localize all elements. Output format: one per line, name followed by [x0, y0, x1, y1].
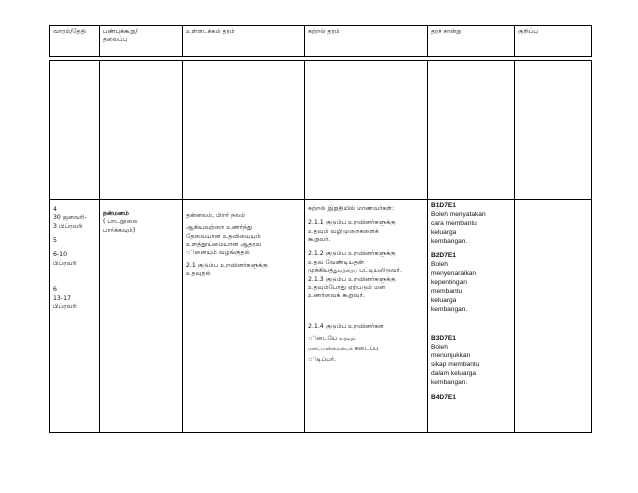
- empty-cell: [100, 61, 183, 200]
- empty-cell: [428, 61, 515, 200]
- learning-standard-cell: கற்றல் இறுதியில் மாணவர்கள்: 2.1.1 குடும்ப உறவினர்களுக்கு உதவும் வழிமுறைகளைக் கூறுவர். 2.1.2 குடும்ப உறவினர்களுக்கு உதவ வேண்டியதன் முக்கியத்துவத்தைப் பட்டியலிடுவர். 2.1.3 குடும்ப உறவினர்களுக்கு உதவும்போது ஏற்படும் மன உணர்வைக் கூறுவர். 2.1.4 குடும்ப உறவினர்கள ிடையே உதவும் மனப்பான்மையைக் கடைப்ப ிடிப்பர்.: [305, 200, 428, 433]
- header-topic: பண்புக்கூறு/ தலைப்பு: [100, 26, 183, 57]
- header-notes: குறிப்பு: [515, 26, 592, 57]
- content-standard-cell: தன்னலம், பிறர் நலம் ஆகியவற்றை உணர்ந்து தேவையான உதவியையும் உளத்தூய்மையான ஆதரவ ினையும் வழங்குதல் 2.1 குடும்ப உறவினர்களுக்கு உதவுதல்: [183, 200, 305, 433]
- header-table: [49, 25, 592, 57]
- header-learning-standard: கற்றல் தரம்: [305, 26, 428, 57]
- empty-cell: [50, 61, 100, 200]
- header-evidence: தரச் சான்று: [428, 26, 515, 57]
- header-row: [50, 26, 592, 57]
- header-content-standard: உள்ளடக்கம் தரம்: [183, 26, 305, 57]
- empty-cell: [515, 61, 592, 200]
- empty-cell: [305, 61, 428, 200]
- header-week-date: வாரம்/தேதி: [50, 26, 100, 57]
- plan-table: [49, 60, 592, 433]
- empty-cell: [183, 61, 305, 200]
- notes-cell: [515, 200, 592, 433]
- topic-cell: நன்மனம் ( பாடநூலை பார்க்கவும்): [100, 200, 183, 433]
- empty-row: [50, 61, 592, 200]
- lesson-row: [50, 200, 592, 433]
- evidence-cell: B1D7E1 Boleh menyatakan cara membantu keluarga kembangan. B2D7E1 Boleh menyenaraikan kepentingan membantu keluarga kembangan. B3D7E1 Boleh menunjukkan sikap membantu dalam keluarga kembangan. B4D7E1: [428, 200, 515, 433]
- week-cell: 4 30 ஜனவரி- 3 பிப்ரவரி 5 6-10 பிப்ரவரி 6 13-17 பிப்ரவரி: [50, 200, 100, 433]
